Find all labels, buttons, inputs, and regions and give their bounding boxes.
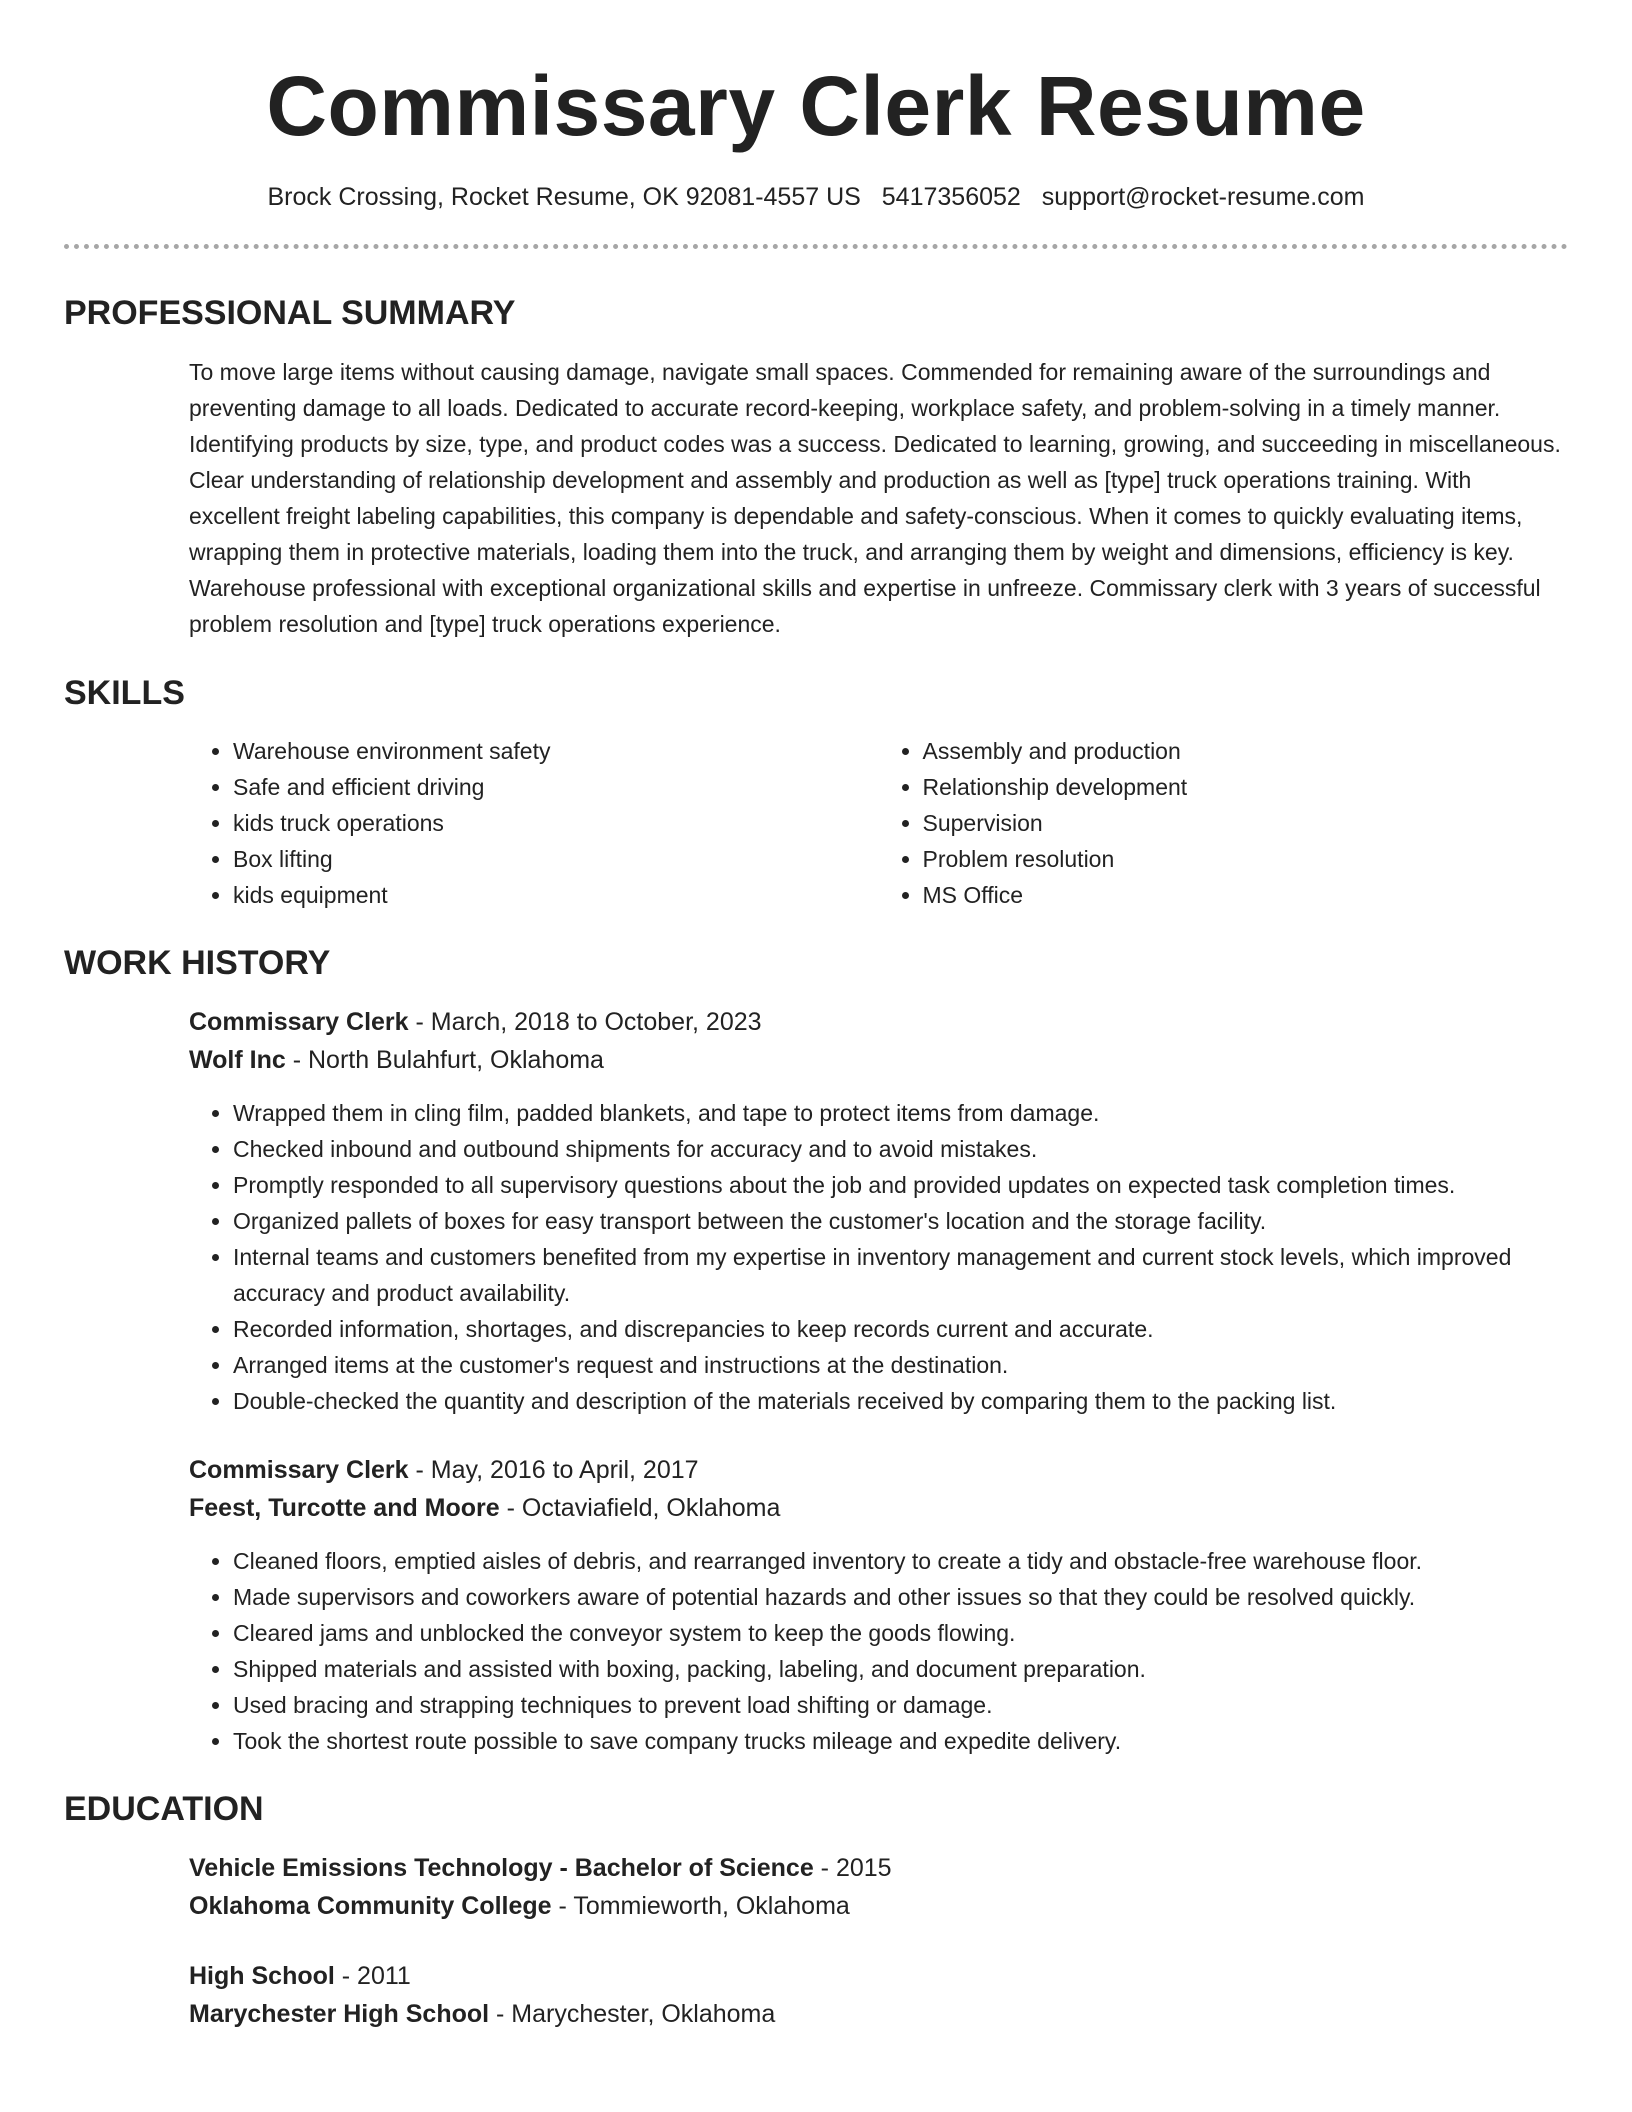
education-entry <box>189 1957 1568 2033</box>
skill-item: • Warehouse environment safety <box>233 733 879 769</box>
education-entry <box>189 1849 1568 1925</box>
job-title: Commissary Clerk <box>189 1008 409 1036</box>
job-company-line <box>189 1041 1568 1079</box>
education-degree: Vehicle Emissions Technology - Bachelor of Science <box>189 1854 814 1882</box>
resume-page <box>64 0 1568 2033</box>
summary-heading: PROFESSIONAL SUMMARY <box>64 294 516 332</box>
job-duties <box>189 1543 1568 1759</box>
education-degree-line <box>189 1957 1568 1995</box>
skill-item: • kids truck operations <box>233 805 879 841</box>
skill-item: • Assembly and production <box>923 733 1569 769</box>
job-duty: • Shipped materials and assisted with boxing, packing, labeling, and document preparation. <box>233 1651 1568 1687</box>
job-title-line <box>189 1451 1568 1489</box>
skill-item: • kids equipment <box>233 877 879 913</box>
job-duty: • Organized pallets of boxes for easy transport between the customer's location and the storage facility. <box>233 1203 1568 1239</box>
skills-grid <box>189 733 1568 913</box>
skills-section <box>64 671 1568 913</box>
job-dates: - May, 2016 to April, 2017 <box>408 1456 699 1484</box>
job-duty: • Cleared jams and unblocked the conveyor system to keep the goods flowing. <box>233 1615 1568 1651</box>
skill-item: • Supervision <box>923 805 1569 841</box>
job-duty: • Arranged items at the customer's request and instructions at the destination. <box>233 1347 1568 1383</box>
resume-title: Commissary Clerk Resume <box>266 59 1366 153</box>
education-location: - Marychester, Oklahoma <box>489 2000 776 2028</box>
job-entry <box>189 1003 1568 1419</box>
contact-phone: 5417356052 <box>881 183 1021 211</box>
job-duty: • Internal teams and customers benefited from my expertise in inventory management and current stock levels, which improved accuracy and product availability. <box>233 1239 1568 1311</box>
job-duty: • Cleaned floors, emptied aisles of debris, and rearranged inventory to create a tidy and obstacle-free warehouse floor. <box>233 1543 1568 1579</box>
skill-item: • Relationship development <box>923 769 1569 805</box>
education-section <box>64 1787 1568 2033</box>
education-location: - Tommieworth, Oklahoma <box>551 1892 850 1920</box>
summary-text: To move large items without causing damage, navigate small spaces. Commended for remaining aware of the surroundings and preventing damage to all loads. Dedicated to accurate record-keeping, workplace safety, and problem-solving in a timely manner. Identifying products by size, type, and product codes was a success. Dedicated to learning, growing, and succeeding in miscellaneous. Clear understanding of relationship development and assembly and production as well as [type] truck operations training. With excellent freight labeling capabilities, this company is dependable and safety-conscious. When it comes to quickly evaluating items, wrapping them in protective materials, loading them into the truck, and arranging them by weight and dimensions, efficiency is key. Warehouse professional with exceptional organizational skills and expertise in unfreeze. Commissary clerk with 3 years of successful problem resolution and [type] truck operations experience. <box>189 359 1561 637</box>
job-duty: • Double-checked the quantity and description of the materials received by comparing them to the packing list. <box>233 1383 1568 1419</box>
skills-list-right <box>879 733 1569 913</box>
skill-item: • MS Office <box>923 877 1569 913</box>
education-heading: EDUCATION <box>64 1790 264 1828</box>
education-school-line <box>189 1887 1568 1925</box>
education-year: - 2011 <box>334 1962 411 1990</box>
skills-heading: SKILLS <box>64 674 185 712</box>
summary-section <box>64 291 1568 642</box>
job-duty: • Made supervisors and coworkers aware of potential hazards and other issues so that they could be resolved quickly. <box>233 1579 1568 1615</box>
job-duty: • Used bracing and strapping techniques to prevent load shifting or damage. <box>233 1687 1568 1723</box>
skills-list-left <box>189 733 879 913</box>
skill-item: • Problem resolution <box>923 841 1569 877</box>
header-divider <box>64 244 1568 249</box>
job-title: Commissary Clerk <box>189 1456 409 1484</box>
job-company-line <box>189 1489 1568 1527</box>
job-company: Feest, Turcotte and Moore <box>189 1494 500 1522</box>
job-company: Wolf Inc <box>189 1046 286 1074</box>
education-degree: High School <box>189 1962 335 1990</box>
education-school: Marychester High School <box>189 2000 490 2028</box>
skill-item: • Safe and efficient driving <box>233 769 879 805</box>
skill-item: • Box lifting <box>233 841 879 877</box>
job-duty: • Checked inbound and outbound shipments for accuracy and to avoid mistakes. <box>233 1131 1568 1167</box>
contact-address: Brock Crossing, Rocket Resume, OK 92081-4557 US <box>267 183 861 211</box>
work-history-heading: WORK HISTORY <box>64 944 331 982</box>
education-school-line <box>189 1995 1568 2033</box>
job-dates: - March, 2018 to October, 2023 <box>408 1008 762 1036</box>
work-history-section <box>64 941 1568 1759</box>
job-title-line <box>189 1003 1568 1041</box>
job-location: - North Bulahfurt, Oklahoma <box>285 1046 604 1074</box>
job-entry <box>189 1451 1568 1759</box>
job-duty: • Took the shortest route possible to save company trucks mileage and expedite delivery. <box>233 1723 1568 1759</box>
education-year: - 2015 <box>813 1854 892 1882</box>
job-duty: • Recorded information, shortages, and discrepancies to keep records current and accurate. <box>233 1311 1568 1347</box>
contact-info <box>64 180 1568 214</box>
education-degree-line <box>189 1849 1568 1887</box>
job-location: - Octaviafield, Oklahoma <box>499 1494 781 1522</box>
job-duty: • Promptly responded to all supervisory questions about the job and provided updates on expected task completion times. <box>233 1167 1568 1203</box>
job-duties <box>189 1095 1568 1419</box>
job-duty: • Wrapped them in cling film, padded blankets, and tape to protect items from damage. <box>233 1095 1568 1131</box>
education-school: Oklahoma Community College <box>189 1892 552 1920</box>
contact-email: support@rocket-resume.com <box>1041 183 1365 211</box>
